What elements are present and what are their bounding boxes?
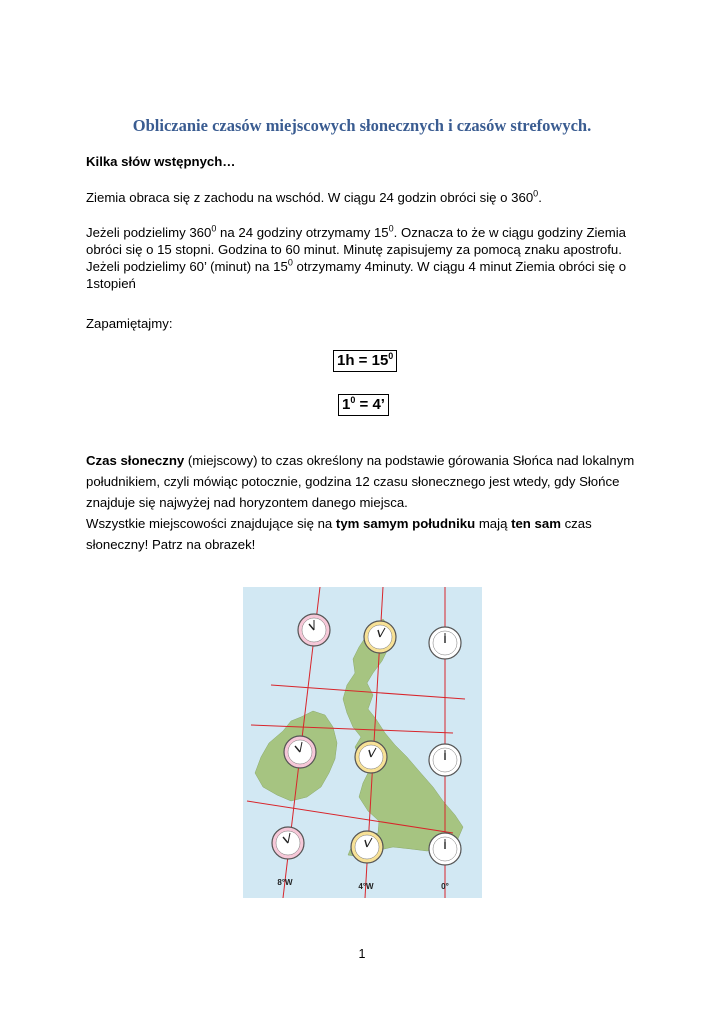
clock-white-south (429, 833, 461, 865)
clock-white-middle (429, 744, 461, 776)
meridian-label-4w: 4°W (358, 882, 374, 891)
paragraph-same-meridian: Wszystkie miejscowości znajdujące się na tym samym południku mają ten sam czas słoneczny! Patrz na obrazek! (86, 516, 592, 552)
intro-heading: Kilka słów wstępnych… (86, 154, 236, 169)
clock-yellow-south (351, 831, 383, 863)
meridian-label-0: 0° (441, 882, 449, 891)
meridian-label-8w: 8°W (277, 878, 293, 887)
clock-pink-south (272, 827, 304, 859)
clock-pink-middle (284, 736, 316, 768)
paragraph-rotation: Ziemia obraca się z zachodu na wschód. W ciągu 24 godzin obróci się o $360^0$. (86, 188, 542, 205)
paragraph-degrees: Jeżeli podzielimy $360^0$ na 24 godziny otrzymamy $15^0$. Oznacza to że w ciągu godziny Ziemia obróci się o 15 stopni. Godzina to 60 minut. Minutę zapisujemy za pomocą znaku apostrofu. Jeżeli podzielimy 60’ (minut) na $15^0$ otrzymamy 4minuty. W ciągu 4 minut Ziemia obróci się o 1stopień (86, 223, 627, 291)
remember-label: Zapamiętajmy: (86, 316, 173, 331)
clock-yellow-middle (355, 741, 387, 773)
formula-hour: $1h = 15^0$ (333, 350, 397, 372)
clock-white-north (429, 627, 461, 659)
page-number: 1 (358, 947, 366, 961)
formula-degree: $1^0 = 4$’ (338, 394, 389, 416)
uk-meridians-map (243, 587, 482, 898)
page-title: Obliczanie czasów miejscowych słonecznych i czasów strefowych. (132, 116, 592, 135)
clock-yellow-north (364, 621, 396, 653)
paragraph-solar-time: Czas słoneczny (miejscowy) to czas określony na podstawie górowania Słońca nad lokalnym południkiem, czyli mówiąc potocznie, godzina 12 czasu słonecznego jest wtedy, gdy Słońce znajduje się najwyżej nad horyzontem danego miejsca. (86, 453, 635, 510)
clock-pink-north (298, 614, 330, 646)
